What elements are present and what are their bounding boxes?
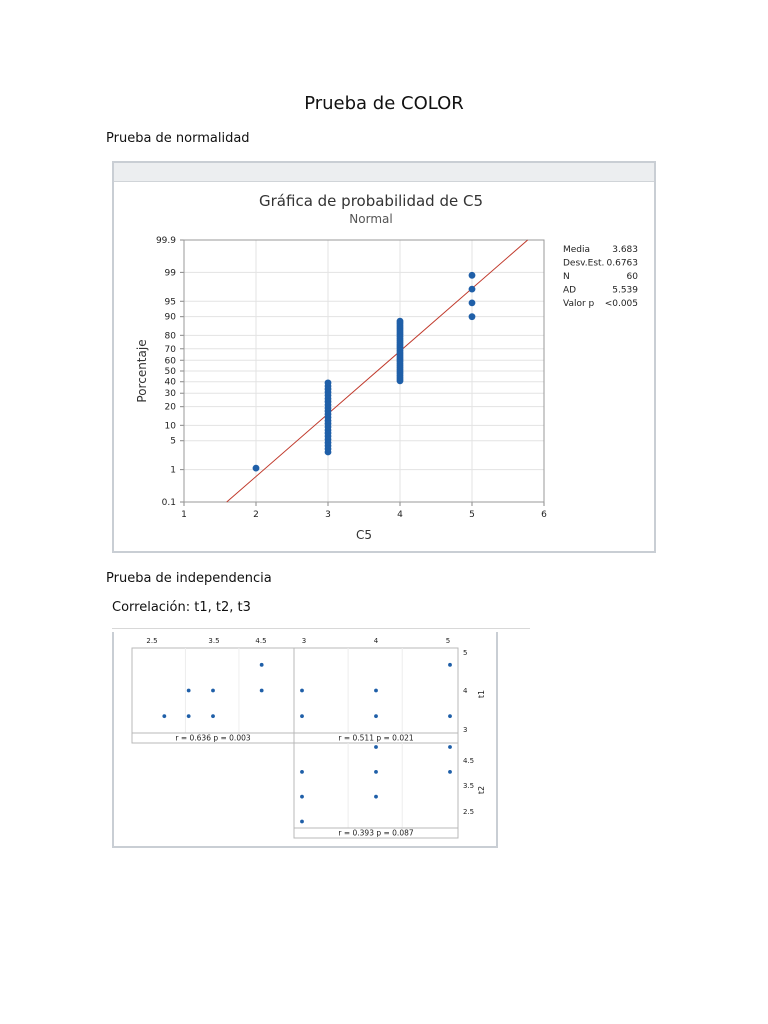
data-point <box>469 286 476 293</box>
heading-divider <box>112 628 530 629</box>
variable-label-t2: t2 <box>477 785 486 795</box>
data-point <box>469 313 476 320</box>
right-tick-label: 5 <box>463 649 468 657</box>
probability-plot-chart <box>114 163 654 551</box>
stat-label: AD <box>563 285 577 296</box>
matrix-point <box>300 689 304 693</box>
probability-plot-window <box>112 161 656 553</box>
matrix-point <box>300 770 304 774</box>
y-tick-label: 1 <box>170 465 176 476</box>
y-tick-label: 60 <box>164 356 176 367</box>
x-tick-label: 2 <box>253 510 259 520</box>
stat-label: N <box>563 272 570 282</box>
variable-label-t1: t1 <box>477 689 486 699</box>
correlation-label: r = 0.511 p = 0.021 <box>338 733 414 743</box>
right-tick-label: 3 <box>463 726 468 734</box>
plot-title: Gráfica de probabilidad de C5 <box>259 192 483 210</box>
matrix-point <box>211 689 215 693</box>
x-tick-label: 6 <box>541 510 547 520</box>
data-point <box>253 465 260 472</box>
data-point <box>325 379 332 386</box>
stat-value: 5.539 <box>612 285 638 296</box>
y-tick-label: 5 <box>170 436 176 447</box>
y-tick-label: 40 <box>164 377 176 388</box>
top-tick-label: 5 <box>445 637 451 645</box>
top-tick-label: 3 <box>301 637 307 645</box>
right-tick-label: 4.5 <box>463 757 475 765</box>
y-tick-label: 20 <box>164 402 176 413</box>
matrix-point <box>260 663 264 667</box>
x-tick-label: 3 <box>325 510 331 520</box>
stat-value: 60 <box>626 272 638 282</box>
matrix-point <box>448 770 452 774</box>
y-tick-label: 90 <box>164 312 176 323</box>
y-tick-label: 95 <box>164 297 176 308</box>
data-point <box>397 318 404 325</box>
normality-section-heading: Prueba de normalidad <box>106 131 250 146</box>
plot-subtitle: Normal <box>349 212 393 226</box>
matrix-panel <box>294 743 458 838</box>
y-axis-label: Porcentaje <box>135 339 149 403</box>
x-tick-label: 4 <box>397 510 403 520</box>
top-tick-label: 3.5 <box>208 637 220 645</box>
matrix-point <box>300 795 304 799</box>
correlation-heading: Correlación: t1, t2, t3 <box>112 600 251 615</box>
matrix-point <box>300 714 304 718</box>
stat-value: <0.005 <box>604 299 638 309</box>
scatterplot-matrix-chart <box>114 632 498 846</box>
matrix-point <box>374 745 378 749</box>
matrix-point <box>162 714 166 718</box>
matrix-point <box>448 714 452 718</box>
top-tick-label: 2.5 <box>146 637 158 645</box>
matrix-point <box>448 663 452 667</box>
matrix-point <box>187 689 191 693</box>
y-tick-label: 50 <box>164 367 176 377</box>
matrix-panel <box>132 648 294 743</box>
scatterplot-matrix-window <box>112 632 498 848</box>
matrix-point <box>374 714 378 718</box>
y-tick-label: 10 <box>164 421 176 432</box>
correlation-label: r = 0.393 p = 0.087 <box>338 828 414 838</box>
x-tick-label: 1 <box>181 510 187 520</box>
matrix-point <box>448 745 452 749</box>
y-tick-label: 99 <box>164 268 176 279</box>
matrix-panel <box>294 648 458 743</box>
matrix-point <box>300 820 304 824</box>
right-tick-label: 4 <box>463 687 468 695</box>
right-tick-label: 2.5 <box>463 808 475 816</box>
stat-label: Media <box>563 245 591 255</box>
document-title: Prueba de COLOR <box>304 93 464 114</box>
top-tick-label: 4 <box>373 637 379 645</box>
right-tick-label: 3.5 <box>463 782 475 790</box>
data-point <box>469 299 476 306</box>
y-tick-label: 30 <box>164 389 176 400</box>
stat-value: 0.6763 <box>606 258 638 269</box>
x-tick-label: 5 <box>469 510 475 520</box>
independence-section-heading: Prueba de independencia <box>106 571 272 586</box>
matrix-point <box>260 689 264 693</box>
y-tick-label: 80 <box>164 331 176 342</box>
stat-value: 3.683 <box>612 245 638 255</box>
x-axis-label: C5 <box>355 528 373 542</box>
correlation-label: r = 0.636 p = 0.003 <box>175 733 251 743</box>
data-point <box>469 272 476 279</box>
matrix-point <box>187 714 191 718</box>
matrix-point <box>211 714 215 718</box>
top-tick-label: 4.5 <box>255 637 267 645</box>
y-tick-label: 99.9 <box>155 236 176 246</box>
matrix-point <box>374 770 378 774</box>
stat-label: Valor p <box>563 299 595 309</box>
y-tick-label: 70 <box>164 344 176 355</box>
y-tick-label: 0.1 <box>161 498 176 508</box>
matrix-point <box>374 795 378 799</box>
matrix-point <box>374 689 378 693</box>
stat-label: Desv.Est. <box>563 258 605 269</box>
